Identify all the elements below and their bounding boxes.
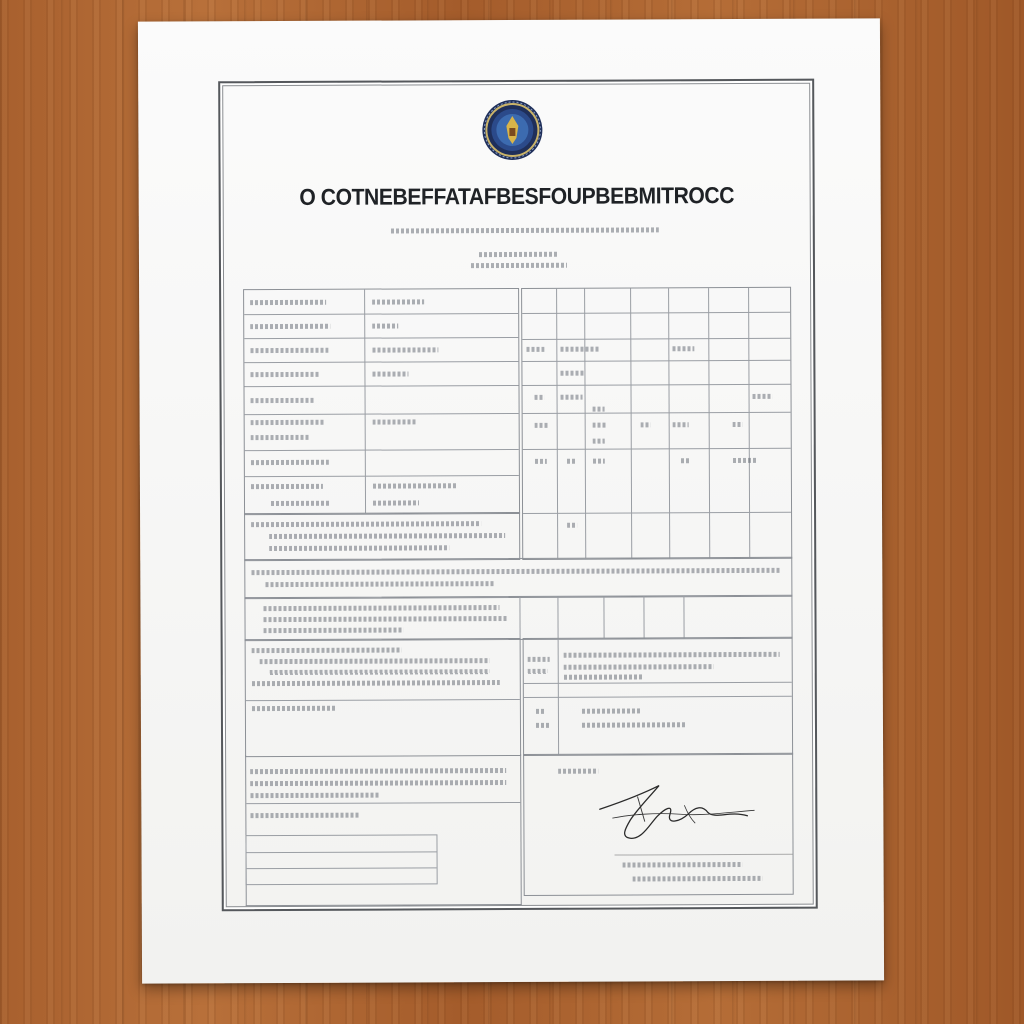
document-sheet xyxy=(138,18,884,983)
seal-caption xyxy=(221,163,813,166)
signature-line xyxy=(615,854,793,856)
document-border xyxy=(218,79,818,912)
reference-smudge-1 xyxy=(479,252,559,257)
info-table-left xyxy=(243,288,520,515)
conditions-block xyxy=(245,638,522,757)
document-title: O COTNEBEFFATAFBESFOUPBEBMITROCC xyxy=(299,182,735,210)
reference-line-1 xyxy=(221,248,813,251)
signature-block xyxy=(523,753,794,896)
official-seal-icon xyxy=(480,98,544,162)
subtitle-smudge xyxy=(391,227,659,233)
reference-line-2 xyxy=(221,259,813,262)
clause-block-2 xyxy=(244,595,792,641)
conditions-block-right xyxy=(523,637,794,756)
reference-smudge-2 xyxy=(471,263,567,268)
clause-block-1 xyxy=(244,512,520,561)
document-subtitle xyxy=(221,223,813,226)
info-table-right xyxy=(521,287,792,560)
declaration-row xyxy=(244,557,792,599)
stamp-box xyxy=(245,834,437,885)
signature-icon xyxy=(594,778,774,851)
